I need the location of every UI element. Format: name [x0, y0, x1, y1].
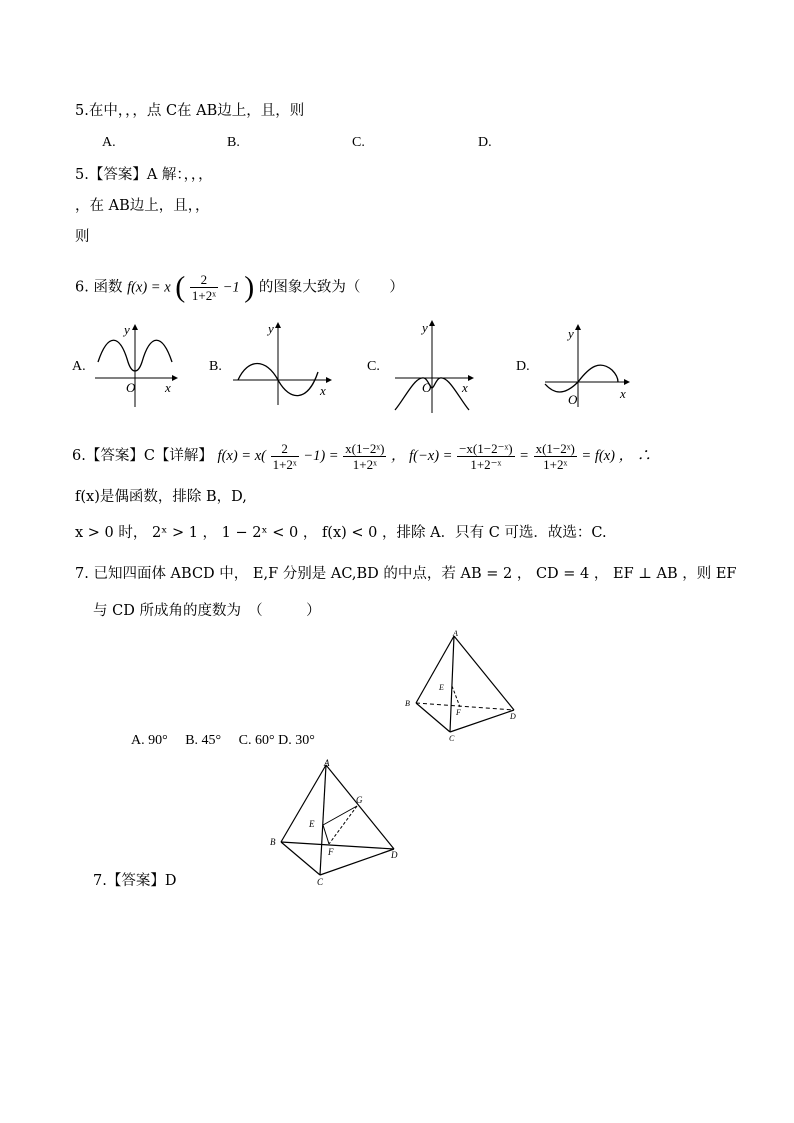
q6-frac-den: 1+2ˣ: [191, 288, 216, 303]
q6-answer-frac4-num: x(1−2ˣ): [535, 440, 575, 456]
q7-fig2-f: F: [328, 847, 334, 857]
q5-option-a: A.: [102, 135, 116, 150]
q6-suffix: 的图象大致为（ ）: [258, 279, 404, 296]
q6-graph-c-x: x: [462, 380, 468, 395]
q7-fig2-d: D: [391, 850, 398, 860]
q7-fig2-a: A: [324, 758, 330, 768]
q7-fig1-c: C: [449, 734, 455, 743]
q6-frac-num: 2: [190, 272, 218, 288]
q6-graph-label-c: C.: [367, 359, 380, 374]
q6-graph-label-d: D.: [516, 359, 530, 374]
q6-answer-frac4: [534, 441, 577, 472]
q7-fig1-f: F: [456, 708, 461, 717]
q6-answer-frac2-num: x(1−2ˣ): [345, 440, 385, 456]
q7-fig1-e: E: [439, 683, 444, 692]
q6-graph-label-a: A.: [72, 359, 86, 374]
q6-graph-d-o: O: [568, 392, 578, 407]
q7-question-line2: 与 CD 所成角的度数为 （ ）: [93, 603, 321, 619]
q5-option-b: B.: [227, 135, 240, 150]
q5-answer-line3: 则: [75, 229, 90, 245]
q6-answer-line2: f(x)是偶函数，排除 B，D,: [75, 489, 247, 505]
q7-question-line1: 7. 已知四面体 ABCD 中， E,F 分别是 AC,BD 的中点，若 AB = 2 ， CD = 4 ， EF ⊥ AB ，则 EF: [75, 566, 737, 582]
q6-graph-a: [90, 322, 180, 412]
q6-question: [75, 270, 404, 304]
q7-options: A. 90° B. 45° C. 60° D. 30°: [131, 733, 315, 748]
q7-fig1-b: B: [405, 699, 410, 708]
q6-answer-frac4-den: 1+2ˣ: [543, 456, 568, 472]
q6-fraction: [190, 272, 218, 303]
q6-graph-c-o: O: [422, 380, 432, 395]
q6-answer-frac1-num: 2: [271, 441, 299, 457]
q5-answer-line1: 5.【答案】A 解：，，，: [75, 167, 213, 183]
q7-figure-tetrahedron-1: [402, 628, 532, 744]
q6-paren-close: ): [244, 270, 255, 304]
q6-graph-c: [390, 318, 490, 418]
q6-graph-a-x: x: [165, 380, 171, 395]
q7-answer: 7.【答案】D: [93, 873, 177, 889]
q7-fig2-b: B: [270, 837, 276, 847]
q7-fig2-g: G: [356, 795, 363, 805]
q6-graph-d-y: y: [568, 326, 574, 341]
q5-question: 5.在中，，，点 C在 AB边上，且，则: [75, 103, 305, 119]
q6-graph-d: [540, 322, 640, 412]
q6-graph-d-x: x: [620, 386, 626, 401]
q7-fig1-d: D: [510, 712, 516, 721]
q7-fig2-c: C: [317, 877, 324, 887]
q6-answer-frac3-den: 1+2⁻ˣ: [470, 456, 502, 472]
q6-graph-b-y: y: [268, 321, 274, 336]
q6-graph-a-y: y: [124, 322, 130, 337]
q6-paren-open: (: [175, 270, 186, 304]
q6-prefix: 6. 函数: [75, 279, 123, 296]
q6-graph-b: [228, 320, 338, 410]
q6-answer-prefix: 6.【答案】C【详解】: [72, 448, 213, 464]
q6-graph-b-x: x: [320, 383, 326, 398]
q6-answer-frac1-den: 1+2ˣ: [272, 456, 297, 472]
q6-graph-c-y: y: [422, 320, 428, 335]
q7-fig1-a: A: [453, 629, 458, 638]
q6-graph-a-o: O: [126, 380, 136, 395]
q7-fig2-e: E: [309, 819, 315, 829]
q6-answer-frac3-num: −x(1−2⁻ˣ): [459, 440, 513, 456]
q6-answer-eq: =: [519, 448, 529, 464]
q6-func-lhs: f(x) = x: [127, 279, 171, 296]
q6-answer-line3: x > 0 时， 2ˣ > 1 ， 1 − 2ˣ < 0 ， f(x) < 0 ，排除 A．只有 C 可选．故选：C.: [75, 525, 607, 541]
q6-answer-f2: ， f(−x) =: [391, 448, 453, 464]
q5-option-c: C.: [352, 135, 365, 150]
q6-answer-f1b: −1) =: [303, 448, 339, 464]
q7-figure-tetrahedron-2: [266, 757, 411, 887]
q6-answer-line1: [72, 438, 651, 474]
q6-answer-f3: = f(x) ， ∴: [581, 448, 652, 464]
q6-answer-f1: f(x) = x(: [217, 448, 266, 464]
q6-answer-frac1: [271, 441, 299, 472]
q6-graph-label-b: B.: [209, 359, 222, 374]
q6-answer-frac2: [343, 441, 386, 472]
q5-answer-line2: ，在 AB边上，且，，: [75, 198, 210, 214]
q5-option-d: D.: [478, 135, 492, 150]
q6-answer-frac2-den: 1+2ˣ: [352, 456, 377, 472]
q6-minus-one: −1: [222, 279, 240, 296]
q6-answer-frac3: [457, 441, 514, 472]
